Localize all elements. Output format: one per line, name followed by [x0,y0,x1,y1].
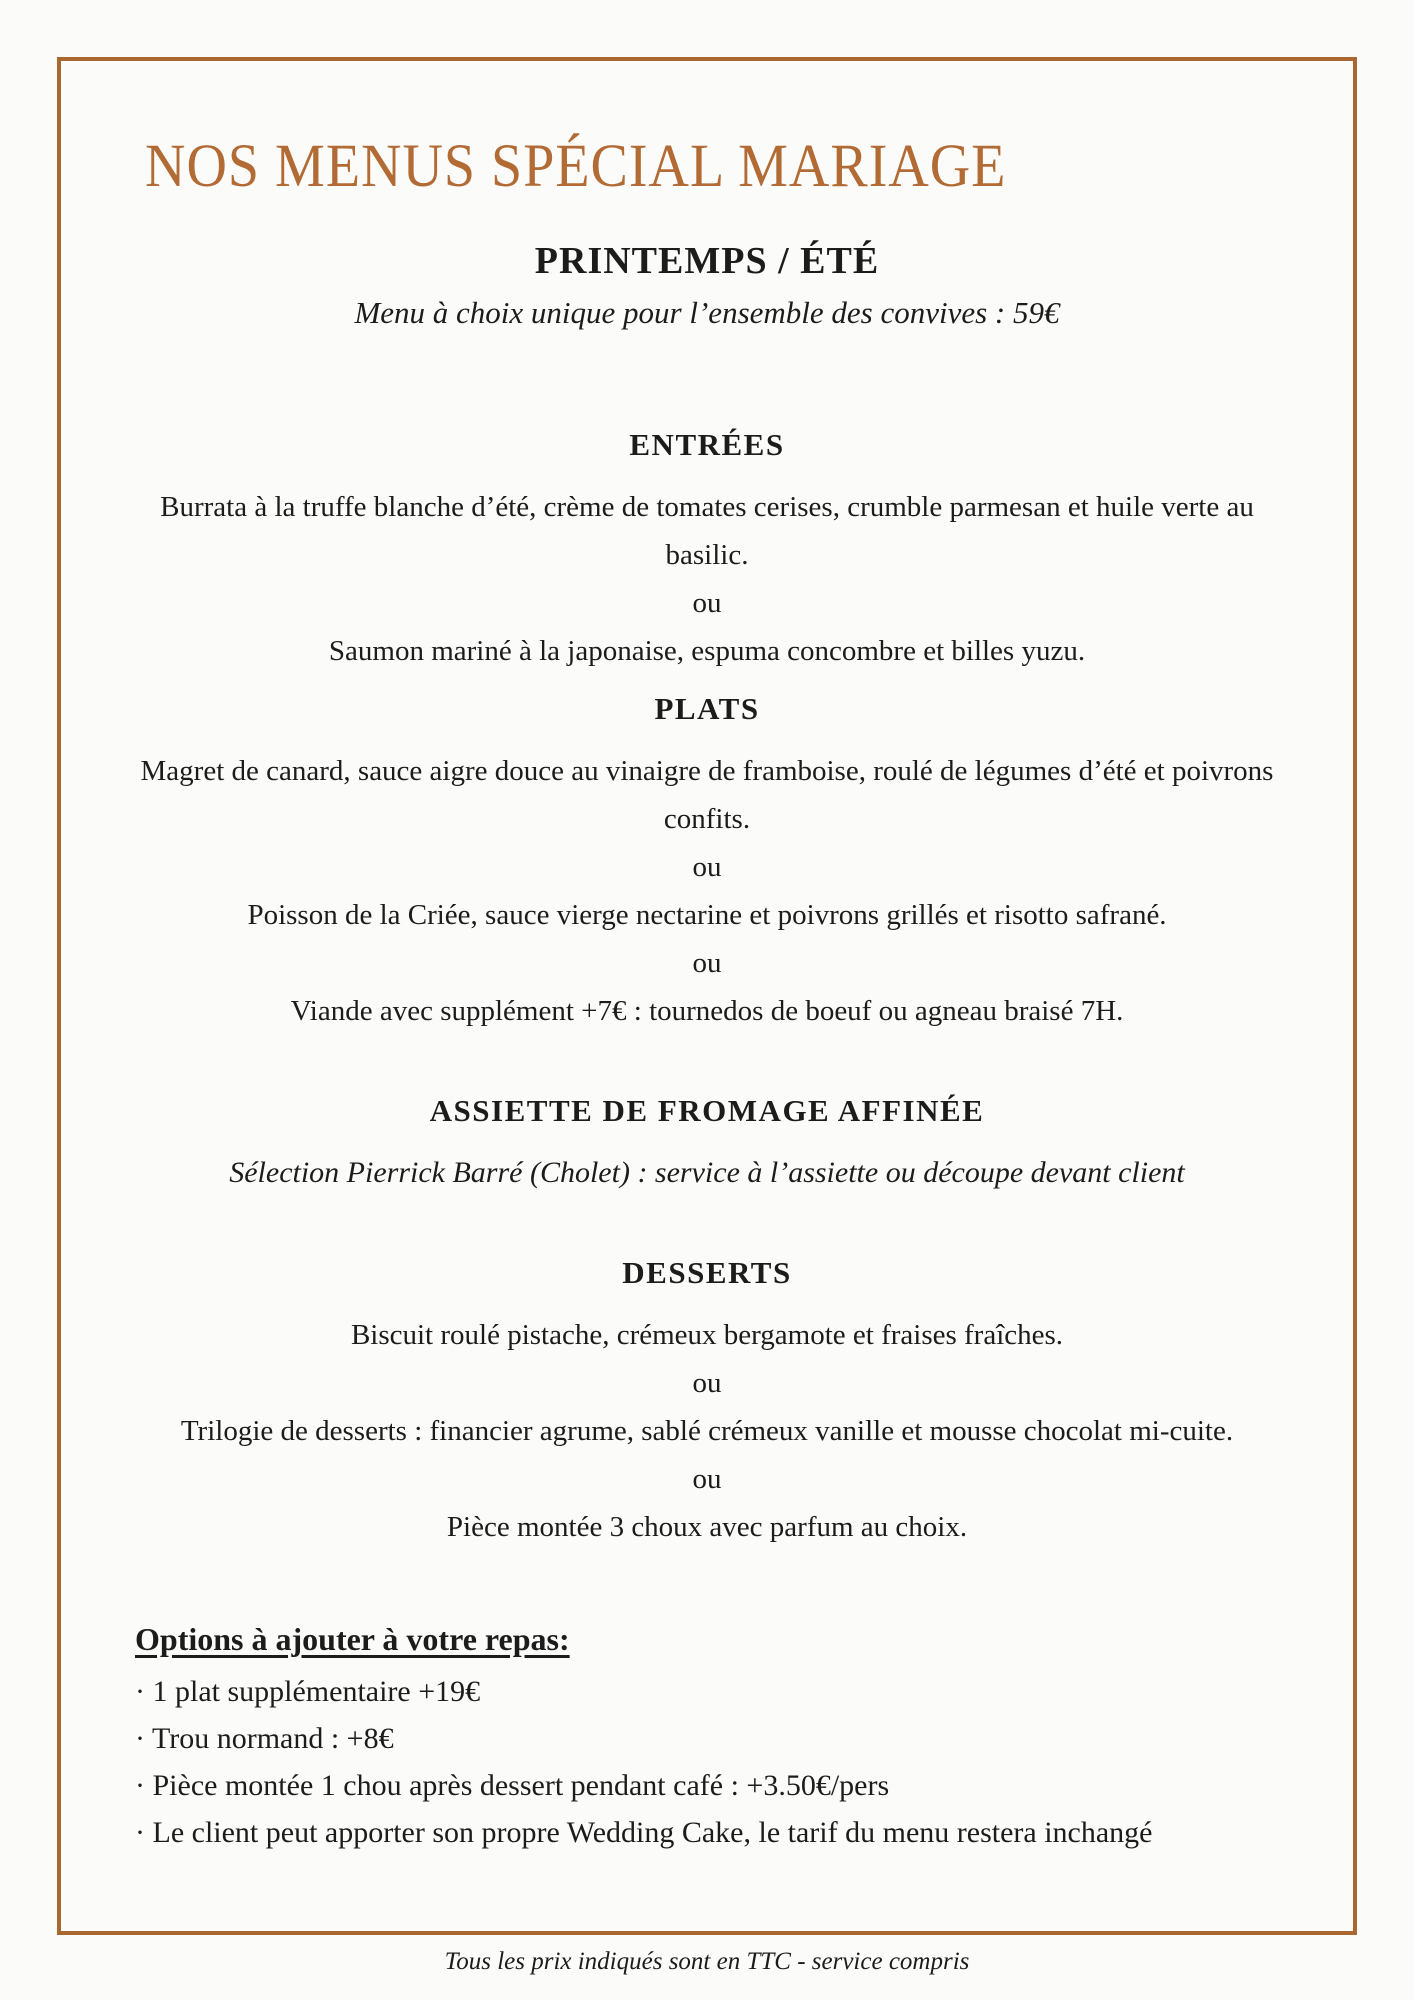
option-item: · Pièce montée 1 chou après dessert pendant café : +3.50€/pers [135,1769,890,1802]
menu-section [135,1091,1279,1197]
options-list [135,1668,1279,1856]
season-title: PRINTEMPS / ÉTÉ [534,240,880,282]
or-separator: ou [692,851,722,883]
section-items [135,747,1279,1035]
options-block [135,1621,1279,1856]
section-items [135,483,1279,675]
dish-line: Magret de canard, sauce aigre douce au vinaigre de framboise, roulé de légumes d’été et poivrons confits. [140,755,1274,835]
option-item: · 1 plat supplémentaire +19€ [135,1675,481,1708]
dish-line: Trilogie de desserts : financier agrume, sablé crémeux vanille et mousse chocolat mi-cuite. [180,1415,1234,1447]
page-title: NOS MENUS SPÉCIAL MARIAGE [145,132,1007,201]
dish-line: Pièce montée 3 choux avec parfum au choix. [446,1511,968,1543]
section-heading: ASSIETTE DE FROMAGE AFFINÉE [429,1093,985,1128]
section-heading: DESSERTS [622,1255,792,1290]
or-separator: ou [692,1367,722,1399]
or-separator: ou [692,947,722,979]
or-separator: ou [692,587,722,619]
menu-sections [135,425,1279,1551]
menu-content [61,131,1353,1856]
dish-line: Poisson de la Criée, sauce vierge nectarine et poivrons grillés et risotto safrané. [247,899,1167,931]
page-border-frame [57,57,1357,1935]
section-items [135,1311,1279,1551]
section-heading: PLATS [654,691,760,726]
dish-line: Biscuit roulé pistache, crémeux bergamote et fraises fraîches. [350,1319,1064,1351]
options-heading: Options à ajouter à votre repas: [135,1621,570,1657]
option-item: · Le client peut apporter son propre Wedding Cake, le tarif du menu restera inchangé [135,1816,1153,1849]
menu-section [135,689,1279,1035]
dish-line: Saumon mariné à la japonaise, espuma concombre et billes yuzu. [328,635,1086,667]
menu-section [135,1253,1279,1551]
option-item: · Trou normand : +8€ [135,1722,394,1755]
menu-section [135,425,1279,675]
section-heading: ENTRÉES [629,427,785,462]
footer-note: Tous les prix indiqués sont en TTC - service compris [444,1948,970,1975]
menu-subtitle: Menu à choix unique pour l’ensemble des convives : 59€ [354,295,1060,330]
section-items [135,1149,1279,1197]
or-separator: ou [692,1463,722,1495]
dish-line: Burrata à la truffe blanche d’été, crème de tomates cerises, crumble parmesan et huile verte au basilic. [160,491,1254,571]
section-note: Sélection Pierrick Barré (Cholet) : service à l’assiette ou découpe devant client [229,1156,1185,1189]
dish-line: Viande avec supplément +7€ : tournedos de boeuf ou agneau braisé 7H. [290,995,1124,1027]
